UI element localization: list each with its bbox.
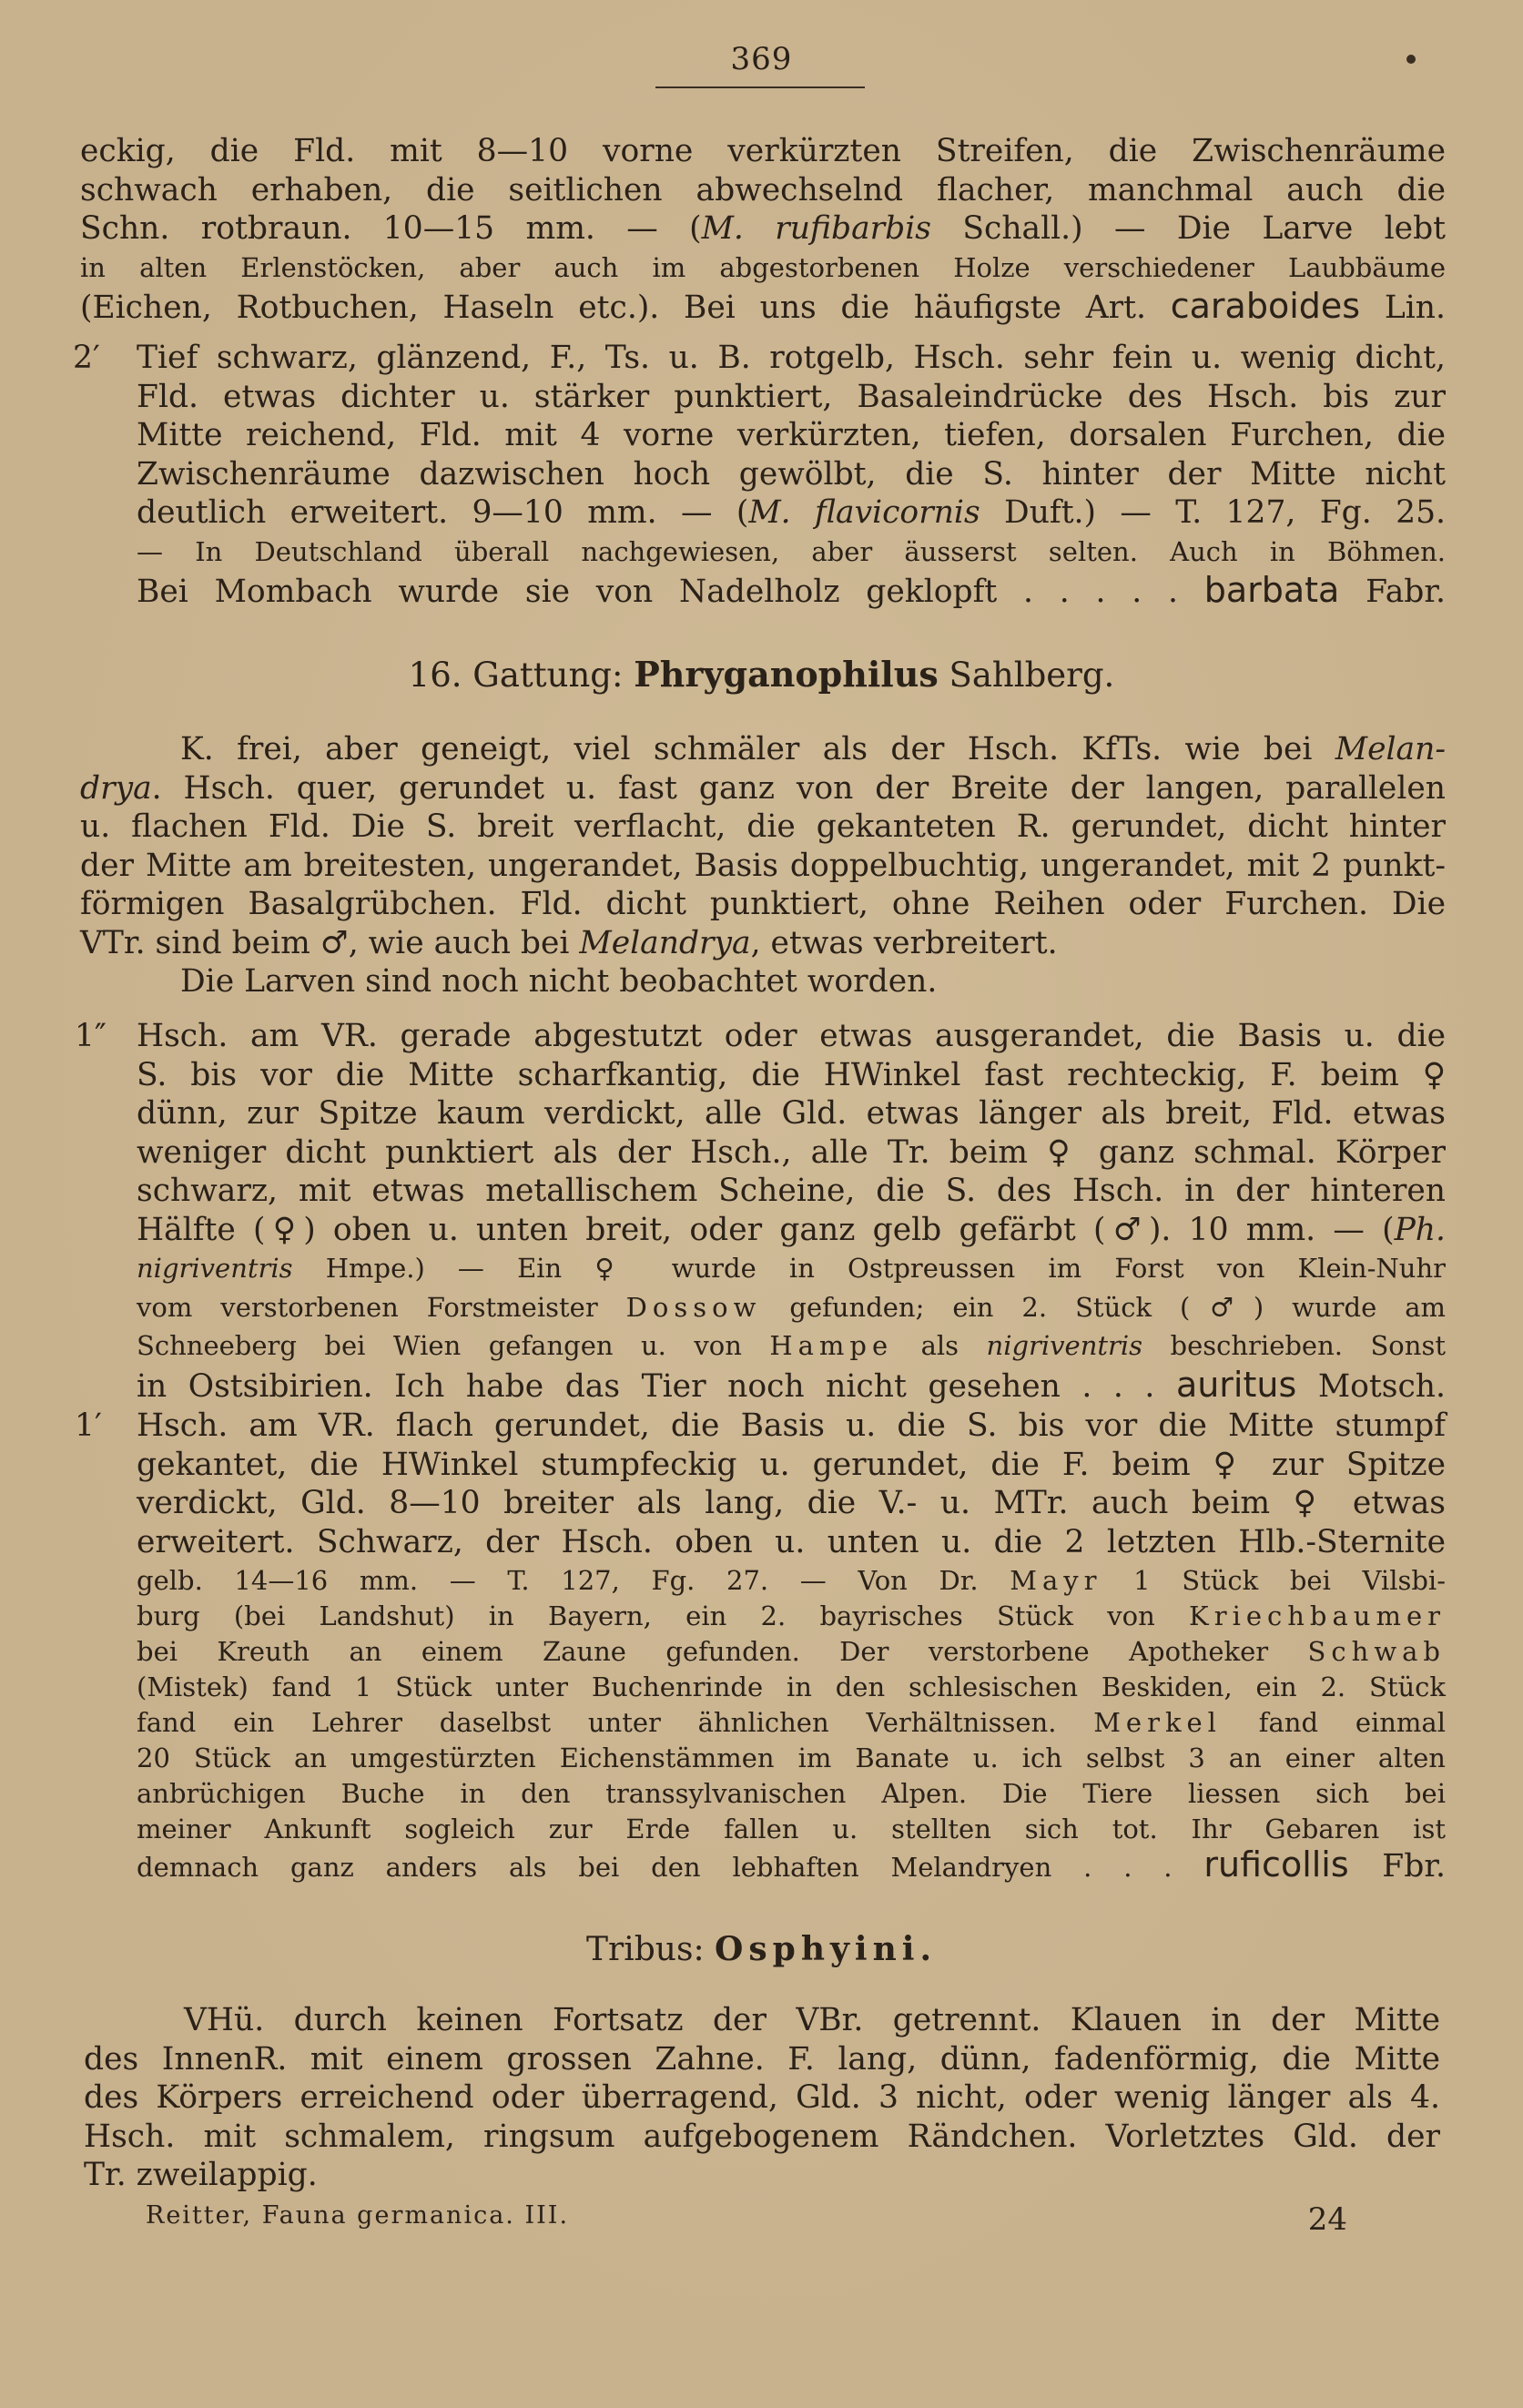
genus-name: Phryganophilus: [634, 654, 939, 695]
text-line: des InnenR. mit einem grossen Zahne. F. lang, dünn, fadenförmig, die Mitte: [84, 2040, 1440, 2078]
text-line: des Körpers erreichend oder überragend, Gld. 3 nicht, oder wenig länger als 4.: [84, 2079, 1440, 2116]
species-name: caraboides: [1170, 286, 1361, 326]
text-line: eckig, die Fld. mit 8—10 vorne verkürzten Streifen, die Zwischenräume: [80, 133, 1446, 169]
person-name: Kriechbaumer: [1189, 1600, 1446, 1631]
text-line: erweitert. Schwarz, der Hsch. oben u. unten u. die 2 letzten Hlb.-Sternite: [137, 1523, 1446, 1560]
text-line: förmigen Basalgrübchen. Fld. dicht punktiert, ohne Reihen oder Furchen. Die: [80, 886, 1446, 922]
couplet-number: 1″: [75, 1018, 107, 1054]
species-name: auritus: [1175, 1364, 1297, 1405]
couplet-number: 2′: [73, 340, 100, 376]
text-line: schwach erhaben, die seitlichen abwechselnd flacher, manchmal auch die: [80, 171, 1446, 208]
text-line: 20 Stück an umgestürzten Eichenstämmen im Banate u. ich selbst 3 an einer alten: [137, 1742, 1446, 1773]
text-line: Fld. etwas dichter u. stärker punktiert, Basaleindrücke des Hsch. bis zur: [137, 378, 1446, 415]
text-line: anbrüchigen Buche in den transsylvanischen Alpen. Die Tiere liessen sich bei: [137, 1778, 1446, 1809]
text-line: dünn, zur Spitze kaum verdickt, alle Gld. etwas länger als breit, Fld. etwas: [137, 1095, 1446, 1132]
text-line: Die Larven sind noch nicht beobachtet worden.: [180, 963, 938, 1000]
text-line: K. frei, aber geneigt, viel schmäler als der Hsch. KfTs. wie bei Melan-: [180, 731, 1446, 767]
couplet-2-prime: [73, 339, 1447, 610]
text-line: Tief schwarz, glänzend, F., Ts. u. B. rotgelb, Hsch. sehr fein u. wenig dicht,: [137, 340, 1446, 376]
text-line: Hsch. am VR. gerade abgestutzt oder etwas ausgerandet, die Basis u. die: [137, 1018, 1446, 1054]
top-paragraph: [80, 132, 1446, 326]
person-name: Mayr: [1010, 1565, 1102, 1596]
text-line: in Ostsibirien. Ich habe das Tier noch nicht gesehen . . . auritus Motsch.: [137, 1364, 1446, 1405]
footer: [146, 2201, 1347, 2238]
text-line: vom verstorbenen Forstmeister Dossow gefunden; ein 2. Stück (♂) wurde am: [137, 1291, 1446, 1323]
text-line: (Mistek) fand 1 Stück unter Buchenrinde in den schlesischen Beskiden, ein 2. Stück: [137, 1671, 1446, 1702]
couplet-1-prime: [75, 1407, 1446, 1885]
text-line: gekantet, die HWinkel stumpfeckig u. gerundet, die F. beim ♀ zur Spitze: [137, 1446, 1446, 1483]
text-line: deutlich erweitert. 9—10 mm. — (M. flavicornis Duft.) — T. 127, Fg. 25.: [137, 494, 1446, 531]
text-line: nigriventris Hmpe.) — Ein ♀ wurde in Ostpreussen im Forst von Klein-Nuhr: [137, 1253, 1446, 1284]
text-line: burg (bei Landshut) in Bayern, ein 2. bayrisches Stück von Kriechbaumer: [137, 1600, 1446, 1631]
tribus-heading: Tribus: Osphyini.: [586, 1930, 937, 1968]
genus-heading: 16. Gattung: Phryganophilus Sahlberg.: [408, 654, 1115, 695]
text-line: S. bis vor die Mitte scharfkantig, die HWinkel fast rechteckig, F. beim ♀: [137, 1056, 1446, 1093]
species-name: barbata: [1203, 570, 1340, 610]
text-line: Mitte reichend, Fld. mit 4 vorne verkürzten, tiefen, dorsalen Furchen, die: [137, 417, 1446, 453]
text-line: in alten Erlenstöcken, aber auch im abgestorbenen Holze verschiedener Laubbäume: [80, 251, 1446, 283]
text-line: Hsch. mit schmalem, ringsum aufgebogenem Rändchen. Vorletztes Gld. der: [84, 2118, 1440, 2155]
genus-description: [80, 730, 1446, 1001]
tribus-description: [84, 2001, 1440, 2195]
tribus-name: Osphyini.: [715, 1930, 937, 1968]
text-line: Zwischenräume dazwischen hoch gewölbt, die S. hinter der Mitte nicht: [137, 455, 1446, 493]
person-name: Dossow: [625, 1291, 762, 1323]
person-name: Hampe: [769, 1330, 894, 1361]
text-line: demnach ganz anders als bei den lebhaften Melandryen . . . ruficollis Fbr.: [137, 1844, 1446, 1885]
text-line: der Mitte am breitesten, ungerandet, Basis doppelbuchtig, ungerandet, mit 2 punkt-: [80, 847, 1446, 884]
text-line: meiner Ankunft sogleich zur Erde fallen u. stellten sich tot. Ihr Gebaren ist: [137, 1814, 1446, 1844]
text-line: drya. Hsch. quer, gerundet u. fast ganz von der Breite der langen, parallelen: [80, 769, 1446, 807]
text-line: — In Deutschland überall nachgewiesen, aber äusserst selten. Auch in Böhmen.: [137, 535, 1446, 567]
species-name: ruficollis: [1203, 1844, 1349, 1885]
text-line: schwarz, mit etwas metallischem Scheine, die S. des Hsch. in der hinteren: [137, 1173, 1446, 1209]
text-line: fand ein Lehrer daselbst unter ähnlichen Verhältnissen. Merkel fand einmal: [137, 1707, 1446, 1738]
text-line: Hälfte (♀) oben u. unten breit, oder ganz gelb gefärbt (♂). 10 mm. — (Ph.: [137, 1211, 1446, 1248]
text-line: Tr. zweilappig.: [84, 2157, 318, 2193]
ink-dot: [1406, 55, 1416, 64]
text-line: Schn. rotbraun. 10—15 mm. — (M. rufibarbis Schall.) — Die Larve lebt: [80, 210, 1447, 247]
header-rule: [655, 86, 865, 88]
text-line: VHü. durch keinen Fortsatz der VBr. getrennt. Klauen in der Mitte: [184, 2002, 1440, 2038]
signature-line: Reitter, Fauna germanica. III.: [146, 2201, 570, 2230]
text-line: u. flachen Fld. Die S. breit verflacht, die gekanteten R. gerundet, dicht hinter: [80, 808, 1446, 845]
person-name: Schwab: [1307, 1636, 1446, 1667]
text-line: Hsch. am VR. flach gerundet, die Basis u. die S. bis vor die Mitte stumpf: [137, 1407, 1446, 1444]
text-line: Bei Mombach wurde sie von Nadelholz geklopft . . . . . barbata Fabr.: [137, 570, 1447, 610]
couplet-number: 1′: [75, 1407, 102, 1444]
text-line: bei Kreuth an einem Zaune gefunden. Der verstorbene Apotheker Schwab: [137, 1636, 1446, 1667]
page-number: 369: [730, 41, 793, 77]
couplet-1-double-prime: [75, 1017, 1446, 1405]
sheet-number: 24: [1307, 2201, 1347, 2238]
text-line: VTr. sind beim ♂, wie auch bei Melandrya, etwas verbreitert.: [80, 924, 1058, 961]
text-line: (Eichen, Rotbuchen, Haseln etc.). Bei uns die häufigste Art. caraboides Lin.: [80, 286, 1446, 326]
text-line: Schneeberg bei Wien gefangen u. von Hampe als nigriventris beschrieben. Sonst: [137, 1330, 1446, 1361]
text-line: gelb. 14—16 mm. — T. 127, Fg. 27. — Von Dr. Mayr 1 Stück bei Vilsbi-: [137, 1565, 1446, 1596]
person-name: Merkel: [1093, 1707, 1222, 1738]
text-line: verdickt, Gld. 8—10 breiter als lang, die V.- u. MTr. auch beim ♀ etwas: [137, 1485, 1446, 1521]
text-line: weniger dicht punktiert als der Hsch., alle Tr. beim ♀ ganz schmal. Körper: [137, 1133, 1446, 1171]
